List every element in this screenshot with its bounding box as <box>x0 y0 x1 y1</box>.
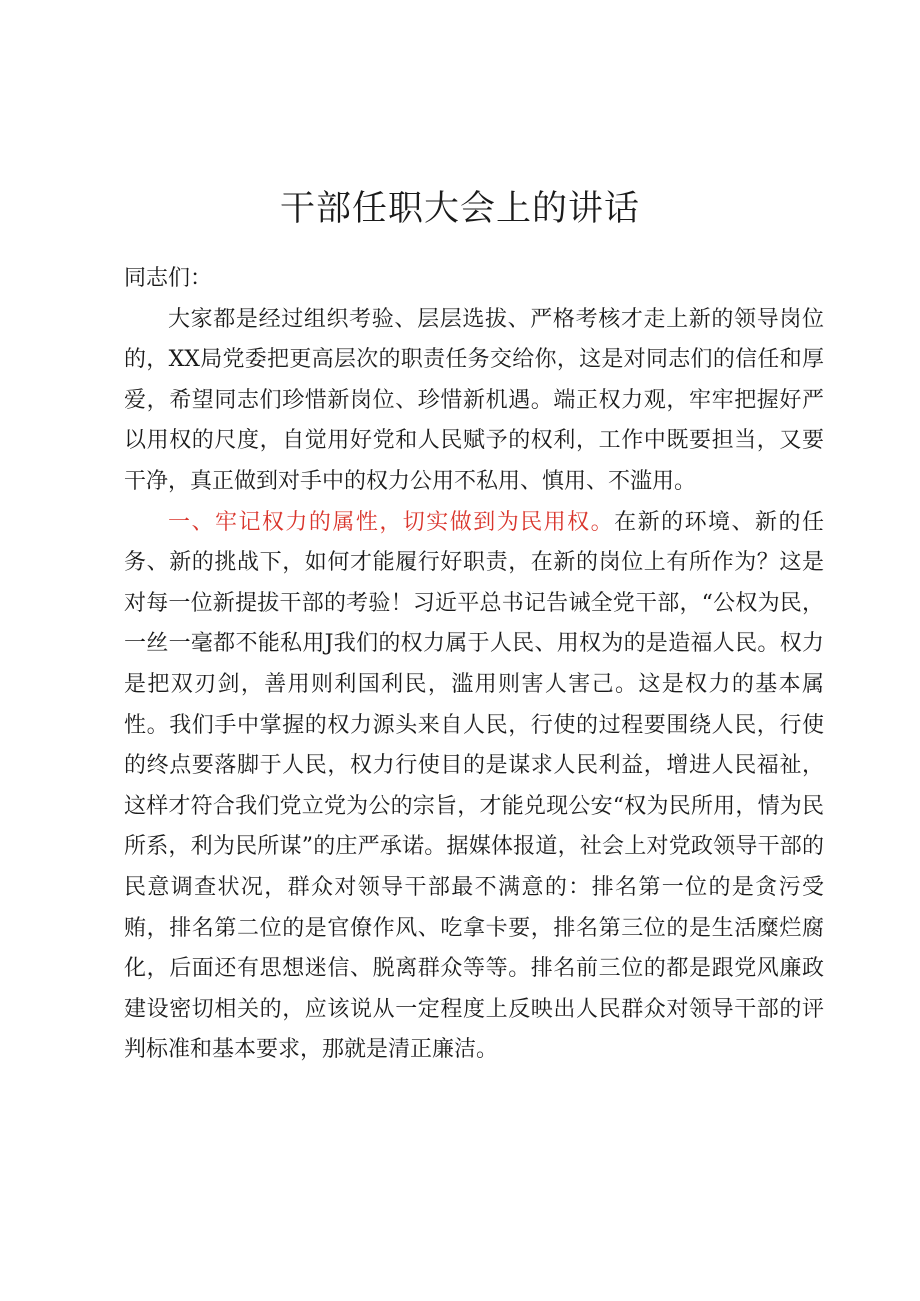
page-title: 干部任职大会上的讲话 <box>279 189 640 229</box>
greeting: 同志们： <box>124 266 213 291</box>
document-body <box>124 259 824 1071</box>
paragraph-section-1 <box>124 503 824 1071</box>
paragraph-intro: 大家都是经过组织考验、层层选拔、严格考核才走上新的领导岗位的，XX局党委把更高层次的职责任务交给你，这是对同志们的信任和厚爱，希望同志们珍惜新岗位、珍惜新机遇。端正权力观，牢牢把握好严以用权的尺度，自觉用好党和人民赋予的权利，工作中既要担当，又要干净，真正做到对手中的权力公用不私用、慎用、不滥用。 <box>124 306 824 494</box>
section-1-body: 在新的环境、新的任务、新的挑战下，如何才能履行好职责，在新的岗位上有所作为？这是对每一位新提拔干部的考验！习近平总书记告诫全党干部，“公权为民，一丝一毫都不能私用J我们的权力属于人民、用权为的是造福人民。权力是把双刃剑，善用则利国利民，滥用则害人害己。这是权力的基本属性。我们手中掌握的权力源头来自人民，行使的过程要围绕人民，行使的终点要落脚于人民，权力行使目的是谋求人民利益，增进人民福祉，这样才符合我们党立党为公的宗旨，才能兑现公安“权为民所用，情为民所系，利为民所谋”的庄严承诺。据媒体报道，社会上对党政领导干部的民意调查状况，群众对领导干部最不满意的：排名第一位的是贪污受贿，排名第二位的是官僚作风、吃拿卡要，排名第三位的是生活糜烂腐化，后面还有思想迷信、脱离群众等等。排名前三位的都是跟党风廉政建设密切相关的，应该说从一定程度上反映出人民群众对领导干部的评判标准和基本要求，那就是清正廉洁。 <box>124 509 824 1063</box>
section-1-heading: 一、牢记权力的属性，切实做到为民用权。 <box>168 509 615 535</box>
